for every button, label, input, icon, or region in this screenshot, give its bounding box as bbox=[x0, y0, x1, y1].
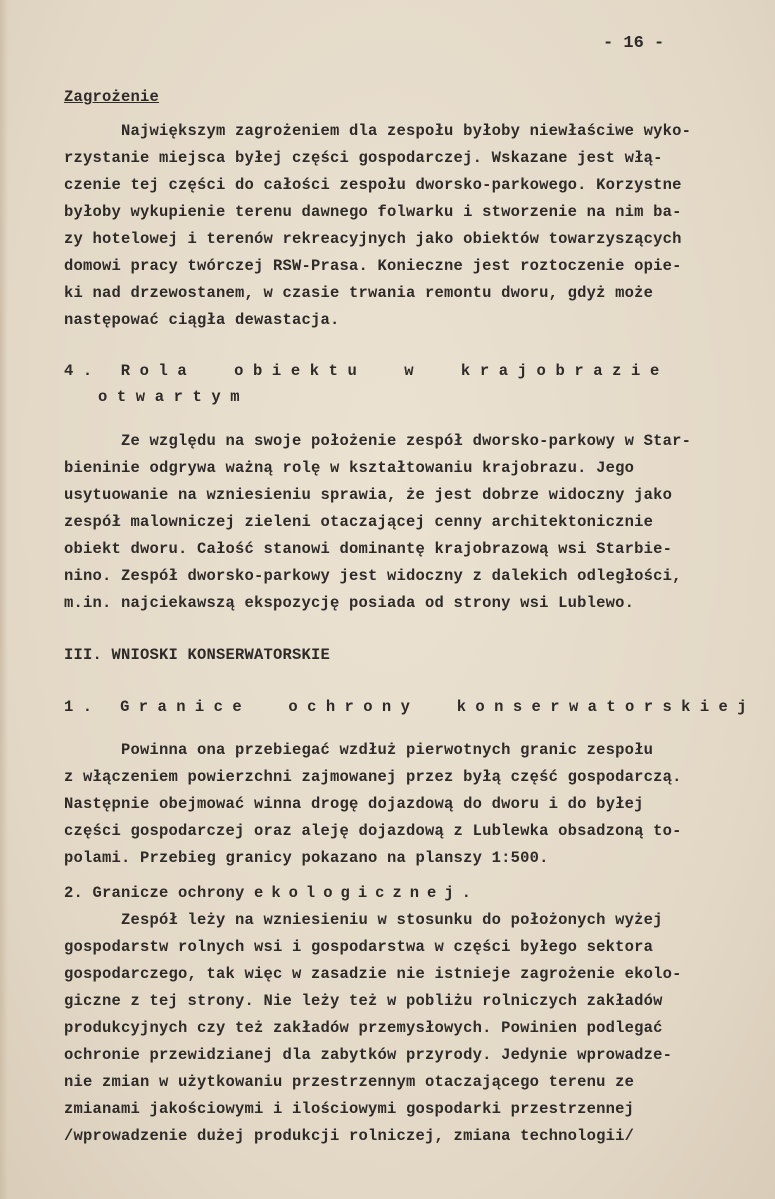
text-line: Największym zagrożeniem dla zespołu byłoby niewłaściwe wyko- bbox=[64, 122, 692, 140]
text-line: Następnie obejmować winna drogę dojazdową do dworu i do byłej bbox=[64, 795, 644, 813]
text-line: rzystanie miejsca byłej części gospodarczej. Wskazane jest włą- bbox=[64, 149, 663, 167]
section-heading-rola-line2: otwartym bbox=[98, 388, 250, 406]
section-heading-ekologiczne bbox=[64, 884, 479, 902]
text-line: nie zmian w użytkowaniu przestrzennym otaczającego terenu ze bbox=[64, 1073, 635, 1091]
text-line: polami. Przebieg granicy pokazano na planszy 1:500. bbox=[64, 849, 549, 867]
text-line: z włączeniem powierzchni zajmowanej przez byłą część gospodarczą. bbox=[64, 768, 682, 786]
text-line: obiekt dworu. Całość stanowi dominantę krajobrazową wsi Starbie- bbox=[64, 540, 673, 558]
text-line: gospodarstw rolnych wsi i gospodarstwa w części byłego sektora bbox=[64, 938, 654, 956]
text-line: ki nad drzewostanem, w czasie trwania remontu dworu, gdyż może bbox=[64, 284, 654, 302]
text-line: zy hotelowej i terenów rekreacyjnych jako obiektów towarzyszących bbox=[64, 230, 682, 248]
text-line: giczne z tej strony. Nie leży też w pobliżu rolniczych zakładów bbox=[64, 992, 663, 1010]
text-line: nino. Zespół dworsko-parkowy jest widoczny z dalekich odległości, bbox=[64, 567, 682, 585]
text-line: /wprowadzenie dużej produkcji rolniczej, zmiana technologii/ bbox=[64, 1127, 635, 1145]
heading-prefix: 2. Granicze ochrony bbox=[64, 884, 255, 902]
section-heading-rola: 4. Rola obiektu w krajobrazie bbox=[64, 362, 669, 380]
text-line: Ze względu na swoje położenie zespół dworsko-parkowy w Star- bbox=[64, 432, 692, 450]
chapter-heading-wnioski: III. WNIOSKI KONSERWATORSKIE bbox=[64, 646, 331, 664]
heading-spaced-word: ekologicznej. bbox=[254, 884, 479, 902]
text-line: domowi pracy twórczej RSW-Prasa. Konieczne jest roztoczenie opie- bbox=[64, 257, 682, 275]
page-edge-shadow bbox=[0, 0, 8, 1199]
text-line: byłoby wykupienie terenu dawnego folwarku i stworzenie na nim ba- bbox=[64, 203, 682, 221]
text-line: m.in. najciekawszą ekspozycję posiada od strony wsi Lublewo. bbox=[64, 594, 635, 612]
text-line: zmianami jakościowymi i ilościowymi gospodarki przestrzennej bbox=[64, 1100, 635, 1118]
section-heading-zagrozenie: Zagrożenie bbox=[64, 88, 160, 106]
text-line: następować ciągła dewastacja. bbox=[64, 311, 340, 329]
section-heading-granice: 1. Granice ochrony konserwatorskiej bbox=[64, 698, 756, 716]
text-line: czenie tej części do całości zespołu dworsko-parkowego. Korzystne bbox=[64, 176, 682, 194]
text-line: Zespół leży na wzniesieniu w stosunku do położonych wyżej bbox=[64, 911, 663, 929]
page-number: - 16 - bbox=[603, 34, 665, 53]
text-line: ochronie przewidzianej dla zabytków przyrody. Jedynie wprowadze- bbox=[64, 1046, 673, 1064]
text-line: Powinna ona przebiegać wzdłuż pierwotnych granic zespołu bbox=[64, 741, 654, 759]
text-line: bieninie odgrywa ważną rolę w kształtowaniu krajobrazu. Jego bbox=[64, 459, 635, 477]
text-line: części gospodarczej oraz aleję dojazdową z Lublewka obsadzoną to- bbox=[64, 822, 682, 840]
text-line: gospodarczego, tak więc w zasadzie nie istnieje zagrożenie ekolo- bbox=[64, 965, 682, 983]
text-line: zespół malowniczej zieleni otaczającej cenny architektonicznie bbox=[64, 513, 654, 531]
text-line: produkcyjnych czy też zakładów przemysłowych. Powinien podlegać bbox=[64, 1019, 663, 1037]
text-line: usytuowanie na wzniesieniu sprawia, że jest dobrze widoczny jako bbox=[64, 486, 673, 504]
